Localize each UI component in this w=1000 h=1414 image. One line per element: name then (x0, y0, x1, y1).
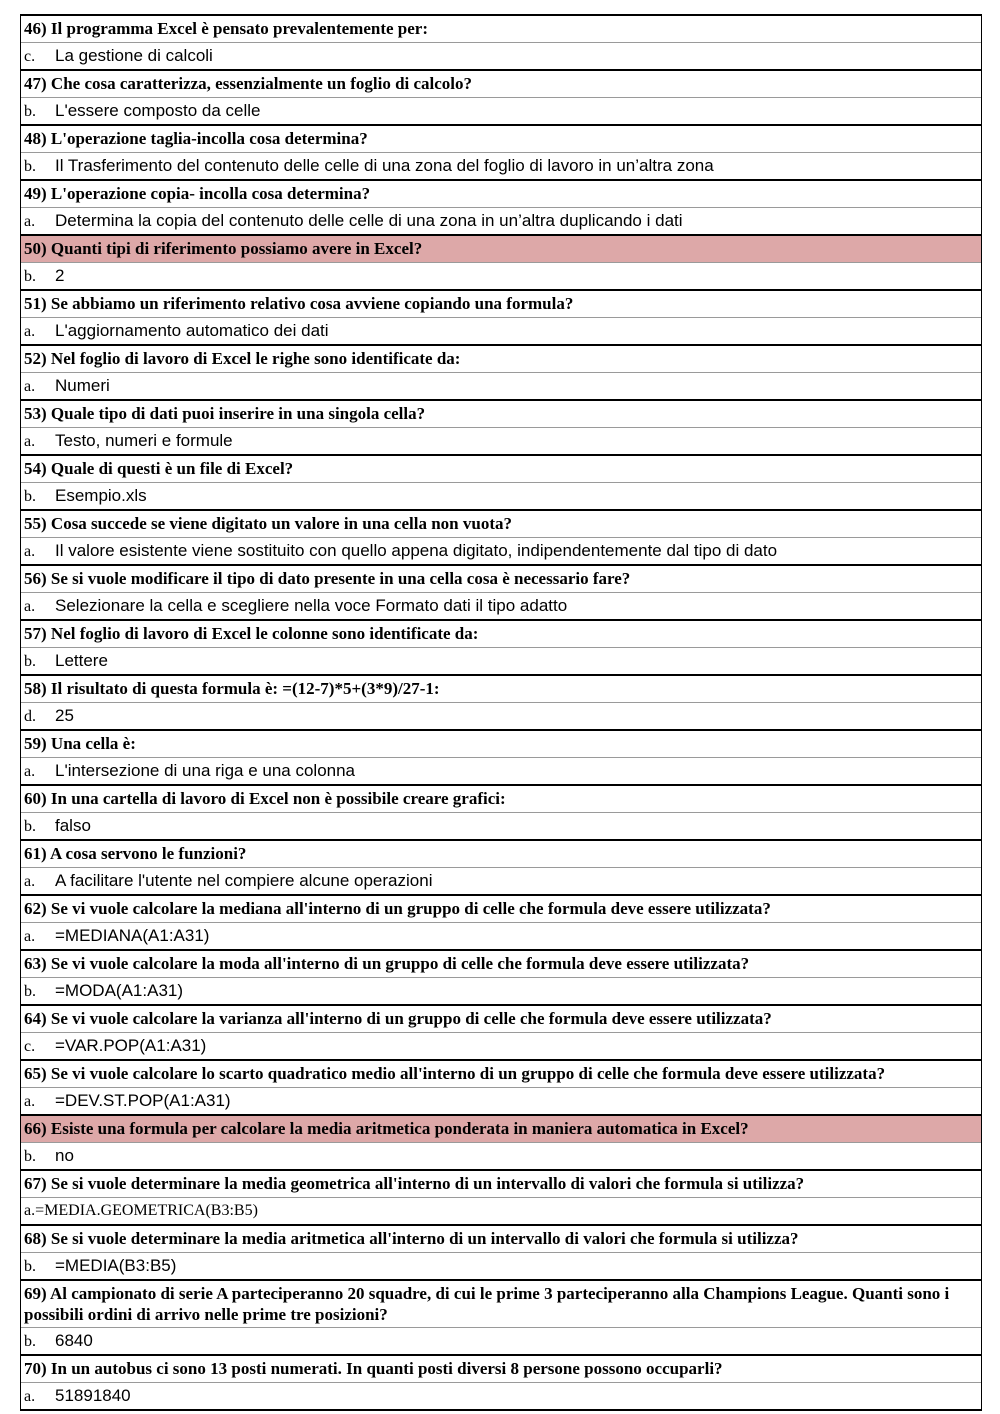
answer-letter: a. (24, 598, 36, 615)
answer-letter: d. (24, 708, 36, 725)
answer-row (21, 318, 981, 344)
question-block (21, 676, 981, 731)
question-block (21, 951, 981, 1006)
question-block (21, 16, 981, 71)
question-block (21, 1356, 981, 1411)
question-block (21, 566, 981, 621)
answer-letter: a. (24, 928, 36, 945)
question-block (21, 1171, 981, 1226)
answer-letter: a. (24, 1093, 36, 1110)
question-block (21, 786, 981, 841)
answer-text: =MEDIA(B3:B5) (55, 1256, 177, 1275)
answer-letter: a. (24, 1202, 36, 1219)
answer-letter: c. (24, 1038, 36, 1055)
answer-row (21, 868, 981, 894)
answer-row (21, 263, 981, 289)
answer-row (21, 428, 981, 454)
answer-row (21, 648, 981, 674)
question-text: 53) Quale tipo di dati puoi inserire in una singola cella? (21, 401, 981, 428)
question-block (21, 71, 981, 126)
question-block (21, 841, 981, 896)
answer-text: Selezionare la cella e scegliere nella voce Formato dati il tipo adatto (55, 596, 568, 615)
answer-text: Determina la copia del contenuto delle celle di una zona in un’altra duplicando i dati (55, 211, 683, 230)
question-text: 58) Il risultato di questa formula è: =(12-7)*5+(3*9)/27-1: (21, 676, 981, 703)
answer-text: Il Trasferimento del contenuto delle celle di una zona del foglio di lavoro in un’altra zona (55, 156, 714, 175)
question-text: 65) Se vi vuole calcolare lo scarto quadratico medio all'interno di un gruppo di celle che formula deve essere utilizzata? (21, 1061, 981, 1088)
question-text: 50) Quanti tipi di riferimento possiamo avere in Excel? (21, 236, 981, 263)
question-text: 70) In un autobus ci sono 13 posti numerati. In quanti posti diversi 8 persone possono occuparli? (21, 1356, 981, 1383)
answer-letter: b. (24, 488, 36, 505)
answer-row (21, 538, 981, 564)
question-block (21, 456, 981, 511)
question-block (21, 401, 981, 456)
answer-text: falso (55, 816, 91, 835)
answer-letter: a. (24, 1388, 36, 1405)
answer-row (21, 703, 981, 729)
question-text: 55) Cosa succede se viene digitato un valore in una cella non vuota? (21, 511, 981, 538)
answer-text: Numeri (55, 376, 110, 395)
question-block (21, 896, 981, 951)
answer-row (21, 208, 981, 234)
answer-letter: a. (24, 433, 36, 450)
question-text: 51) Se abbiamo un riferimento relativo cosa avviene copiando una formula? (21, 291, 981, 318)
answer-text: =MEDIANA(A1:A31) (55, 926, 210, 945)
question-block (21, 1226, 981, 1281)
question-block (21, 126, 981, 181)
answer-text: La gestione di calcoli (55, 46, 213, 65)
answer-text: L'intersezione di una riga e una colonna (55, 761, 356, 780)
answer-letter: b. (24, 103, 36, 120)
question-block (21, 1281, 981, 1356)
question-text: 48) L'operazione taglia-incolla cosa determina? (21, 126, 981, 153)
answer-row (21, 43, 981, 69)
question-text: 59) Una cella è: (21, 731, 981, 758)
answer-letter: b. (24, 818, 36, 835)
answer-letter: a. (24, 323, 36, 340)
question-text: 49) L'operazione copia- incolla cosa determina? (21, 181, 981, 208)
answer-row (21, 1383, 981, 1409)
answer-text: L'essere composto da celle (55, 101, 261, 120)
question-block (21, 346, 981, 401)
question-block (21, 1061, 981, 1116)
answer-text: 51891840 (55, 1386, 131, 1405)
answer-text: =MEDIA.GEOMETRICA(B3:B5) (35, 1202, 258, 1219)
answer-text: Testo, numeri e formule (55, 431, 233, 450)
answer-text: =MODA(A1:A31) (55, 981, 184, 1000)
answer-row (21, 1253, 981, 1279)
answer-text: A facilitare l'utente nel compiere alcune operazioni (55, 871, 433, 890)
answer-text: 6840 (55, 1331, 93, 1350)
question-block (21, 621, 981, 676)
question-block (21, 236, 981, 291)
answer-row (21, 1033, 981, 1059)
answer-text: =DEV.ST.POP(A1:A31) (55, 1091, 231, 1110)
answer-letter: b. (24, 983, 36, 1000)
answer-letter: a. (24, 213, 36, 230)
answer-row (21, 978, 981, 1004)
answer-text: Esempio.xls (55, 486, 147, 505)
answer-row (21, 483, 981, 509)
answer-text: =VAR.POP(A1:A31) (55, 1036, 207, 1055)
question-text: 64) Se vi vuole calcolare la varianza all'interno di un gruppo di celle che formula deve essere utilizzata? (21, 1006, 981, 1033)
question-block (21, 511, 981, 566)
answer-row (21, 758, 981, 784)
answer-letter: b. (24, 1333, 36, 1350)
answer-text: no (55, 1146, 74, 1165)
answer-letter: b. (24, 1258, 36, 1275)
answer-letter: b. (24, 268, 36, 285)
answer-letter: a. (24, 378, 36, 395)
question-block (21, 1006, 981, 1061)
question-text: 54) Quale di questi è un file di Excel? (21, 456, 981, 483)
answer-text: L'aggiornamento automatico dei dati (55, 321, 329, 340)
question-block (21, 1116, 981, 1171)
question-text: 57) Nel foglio di lavoro di Excel le colonne sono identificate da: (21, 621, 981, 648)
answer-row (21, 593, 981, 619)
answer-row (21, 98, 981, 124)
question-block (21, 731, 981, 786)
question-text: 67) Se si vuole determinare la media geometrica all'interno di un intervallo di valori che formula si utilizza? (21, 1171, 981, 1198)
answer-text: 2 (55, 266, 65, 285)
answer-letter: b. (24, 158, 36, 175)
answer-letter: b. (24, 653, 36, 670)
question-text: 61) A cosa servono le funzioni? (21, 841, 981, 868)
answer-row (21, 1328, 981, 1354)
answer-text: Il valore esistente viene sostituito con quello appena digitato, indipendentemente dal tipo di dato (55, 541, 778, 560)
answer-row (21, 1143, 981, 1169)
question-text: 62) Se vi vuole calcolare la mediana all'interno di un gruppo di celle che formula deve essere utilizzata? (21, 896, 981, 923)
question-block (21, 291, 981, 346)
answer-row (21, 1088, 981, 1114)
question-text: 46) Il programma Excel è pensato prevalentemente per: (21, 16, 981, 43)
answer-text: Lettere (55, 651, 108, 670)
question-text: 56) Se si vuole modificare il tipo di dato presente in una cella cosa è necessario fare? (21, 566, 981, 593)
question-text: 52) Nel foglio di lavoro di Excel le righe sono identificate da: (21, 346, 981, 373)
question-text: 60) In una cartella di lavoro di Excel non è possibile creare grafici: (21, 786, 981, 813)
question-block (21, 181, 981, 236)
answer-row (21, 923, 981, 949)
answer-letter: c. (24, 48, 36, 65)
answer-row (21, 153, 981, 179)
answer-letter: a. (24, 873, 36, 890)
answer-letter: a. (24, 543, 36, 560)
question-text: 66) Esiste una formula per calcolare la media aritmetica ponderata in maniera automatica in Excel? (21, 1116, 981, 1143)
question-text: 63) Se vi vuole calcolare la moda all'interno di un gruppo di celle che formula deve essere utilizzata? (21, 951, 981, 978)
question-text: 47) Che cosa caratterizza, essenzialmente un foglio di calcolo? (21, 71, 981, 98)
answer-row (21, 1198, 981, 1224)
question-text: 69) Al campionato di serie A parteciperanno 20 squadre, di cui le prime 3 parteciperanno alla Champions League. Quanti sono i possibili ordini di arrivo nelle prime tre posizioni? (21, 1281, 981, 1328)
answer-text: 25 (55, 706, 74, 725)
answer-row (21, 813, 981, 839)
answer-letter: a. (24, 763, 36, 780)
answer-letter: b. (24, 1148, 36, 1165)
quiz-table (20, 14, 982, 1411)
question-text: 68) Se si vuole determinare la media aritmetica all'interno di un intervallo di valori che formula si utilizza? (21, 1226, 981, 1253)
answer-row (21, 373, 981, 399)
